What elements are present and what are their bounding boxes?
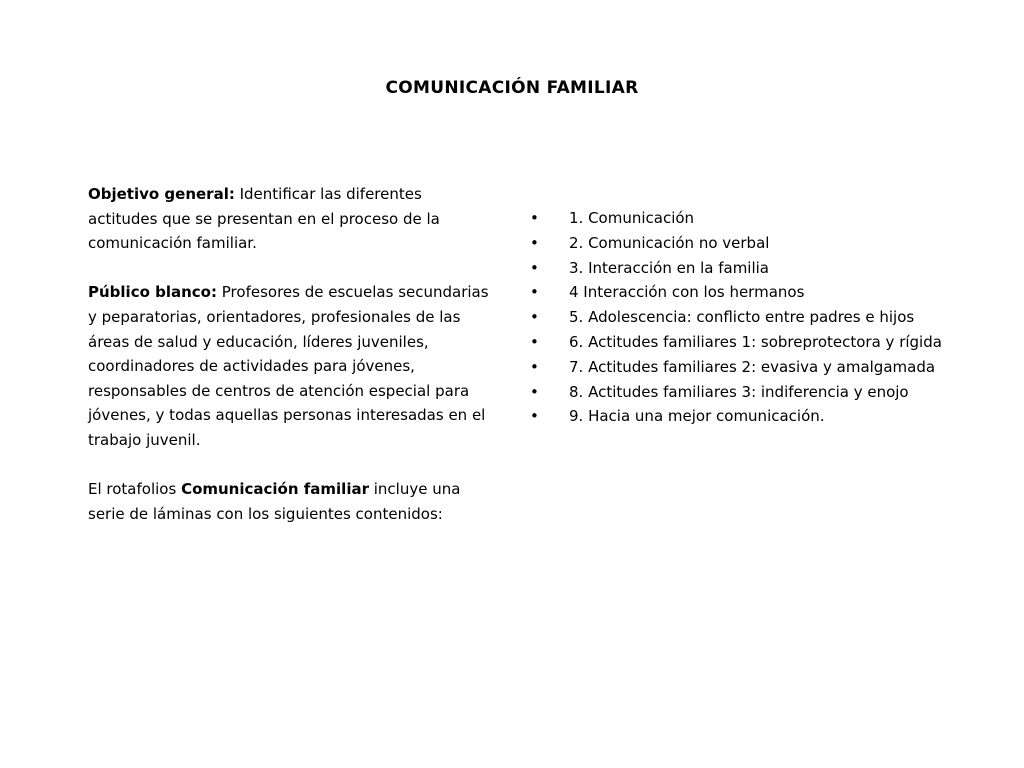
list-item-text: 7. Actitudes familiares 2: evasiva y amalgamada [569, 357, 936, 376]
page-title: COMUNICACIÓN FAMILIAR [385, 78, 639, 98]
publico-text: Profesores de escuelas secundarias y peparatorias, orientadores, profesionales de las áreas de salud y educación, líderes juveniles, coordinadores de actividades para jóvenes, responsables de centros de atención especial para jóvenes, y todas aquellas personas interesadas en el trabajo juvenil. [88, 283, 489, 449]
rotafolios-paragraph [88, 477, 493, 526]
objetivo-paragraph [88, 182, 493, 256]
objetivo-text: Identificar las diferentes actitudes que se presentan en el proceso de la comunicación familiar. [88, 185, 440, 253]
bullet: • [530, 308, 539, 327]
rotafolios-title: Comunicación familiar [181, 480, 369, 499]
bullet: • [530, 332, 539, 351]
description-column [88, 182, 493, 551]
list-item-text: 3. Interacción en la familia [569, 258, 770, 277]
list-item [530, 382, 950, 402]
rotafolios-before: El rotafolios [88, 480, 182, 499]
list-item [530, 307, 950, 327]
list-item-text: 5. Adolescencia: conflicto entre padres e hijos [569, 308, 915, 327]
bullet: • [530, 283, 539, 302]
list-item [530, 258, 950, 278]
list-item-text: 4 Interacción con los hermanos [569, 283, 805, 302]
list-item-text: 9. Hacia una mejor comunicación. [569, 407, 825, 426]
list-item-text: 1. Comunicación [569, 209, 695, 227]
list-item-text: 2. Comunicación no verbal [569, 233, 770, 252]
bullet: • [530, 233, 539, 252]
list-item [530, 332, 950, 352]
contents-column [530, 208, 950, 431]
publico-paragraph [88, 280, 493, 452]
bullet: • [530, 357, 539, 376]
publico-label: Público blanco: [88, 283, 217, 302]
list-item-text: 8. Actitudes familiares 3: indiferencia y enojo [569, 382, 909, 401]
bullet: • [530, 209, 539, 227]
contents-list [530, 208, 950, 426]
list-item [530, 357, 950, 377]
bullet: • [530, 407, 539, 426]
list-item [530, 406, 950, 426]
bullet: • [530, 258, 539, 277]
list-item [530, 233, 950, 253]
rotafolios-after: incluye una serie de láminas con los siguientes contenidos: [88, 480, 461, 523]
objetivo-label: Objetivo general: [88, 185, 235, 203]
list-item [530, 208, 950, 228]
list-item-text: 6. Actitudes familiares 1: sobreprotectora y rígida [569, 332, 942, 351]
bullet: • [530, 382, 539, 401]
list-item [530, 282, 950, 302]
